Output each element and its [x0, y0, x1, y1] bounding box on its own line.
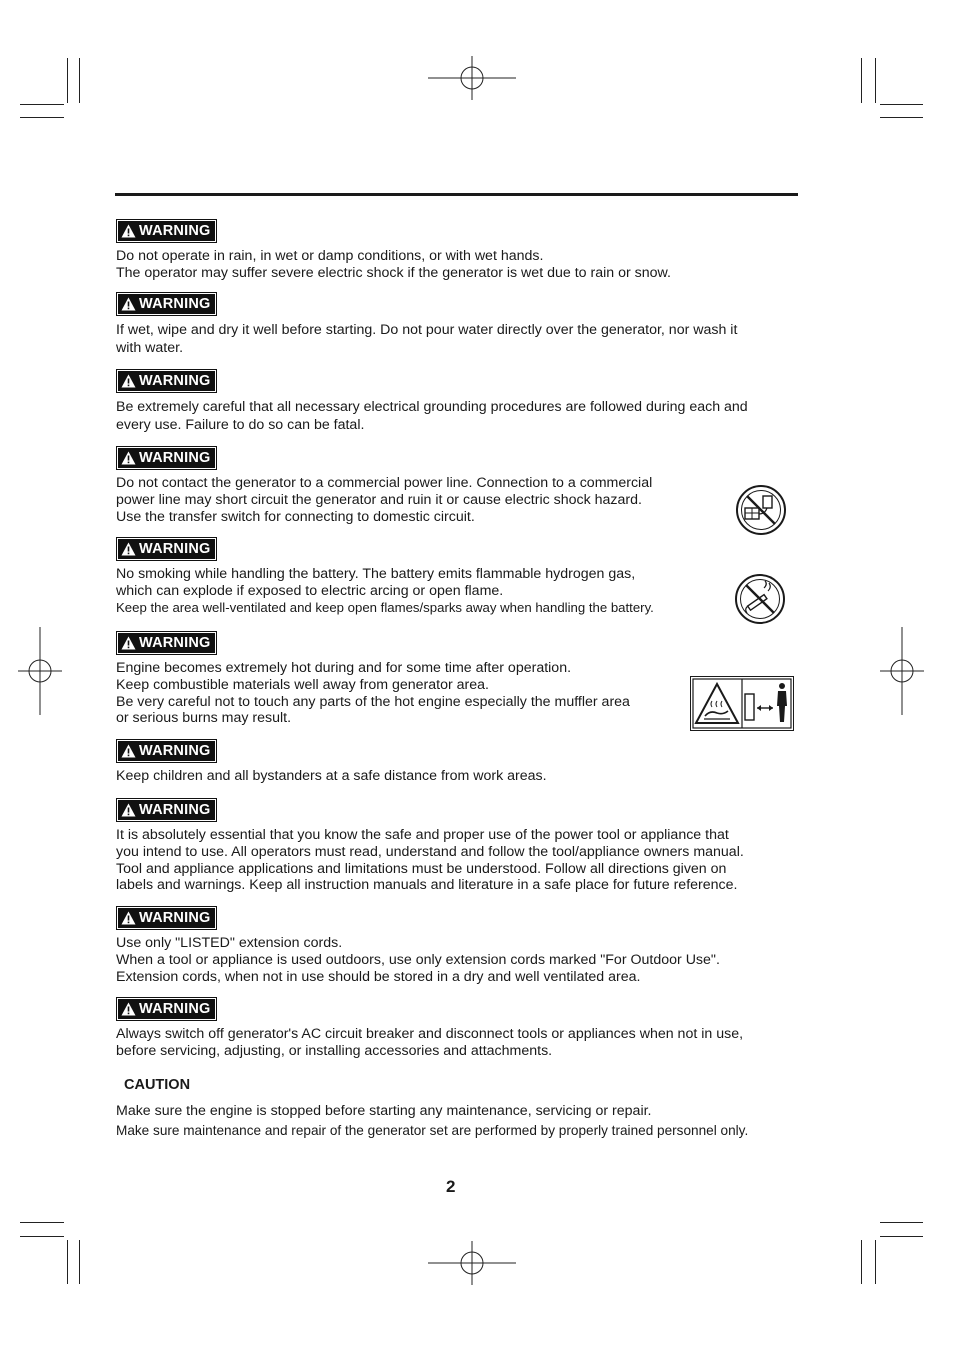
warning-triangle-icon	[121, 297, 136, 311]
warning-section	[116, 906, 796, 985]
text-line: Make sure the engine is stopped before starting any maintenance, servicing or repair.	[116, 1103, 652, 1119]
warning-label: WARNING	[139, 296, 211, 312]
text-line: Use only "LISTED" extension cords.	[116, 935, 343, 951]
warning-badge	[116, 631, 217, 655]
no-smoking-icon	[734, 573, 786, 625]
warning-triangle-icon	[121, 542, 136, 556]
text-line: Tool and appliance applications and limitations must be understood. Follow all directions given on	[116, 860, 727, 877]
crop-mark	[67, 1240, 68, 1284]
warning-triangle-icon	[121, 911, 136, 925]
text-line: When a tool or appliance is used outdoors, use only extension cords marked "For Outdoor Use".	[116, 951, 720, 968]
text-line: If wet, wipe and dry it well before starting. Do not pour water directly over the generator, nor wash it	[116, 322, 738, 338]
text-line: Keep combustible materials well away from generator area.	[116, 676, 489, 693]
crop-mark	[20, 1222, 64, 1223]
crop-mark	[875, 58, 876, 103]
warning-triangle-icon	[121, 224, 136, 238]
warning-section	[116, 537, 796, 616]
registration-mark	[428, 1241, 516, 1285]
text-line: It is absolutely essential that you know the safe and proper use of the power tool or appliance that	[116, 827, 729, 843]
text-line: No smoking while handling the battery. The battery emits flammable hydrogen gas,	[116, 566, 636, 582]
text-line: The operator may suffer severe electric shock if the generator is wet due to rain or snow.	[116, 264, 671, 281]
crop-mark	[861, 1240, 862, 1284]
crop-mark	[67, 58, 68, 103]
text-line: labels and warnings. Keep all instruction manuals and literature in a safe place for future reference.	[116, 877, 738, 894]
warning-section	[116, 292, 796, 357]
crop-mark	[79, 1240, 80, 1284]
warning-section	[116, 798, 816, 894]
warning-section	[116, 997, 816, 1060]
crop-mark	[20, 1236, 64, 1237]
crop-mark	[861, 58, 862, 103]
registration-mark	[18, 627, 62, 715]
warning-text	[116, 398, 796, 434]
text-line: power line may short circuit the generator and ruin it or cause electric shock hazard.	[116, 491, 642, 508]
warning-label: WARNING	[139, 541, 211, 557]
warning-label: WARNING	[139, 373, 211, 389]
warning-triangle-icon	[121, 744, 136, 758]
crop-mark	[875, 1240, 876, 1284]
warning-label: WARNING	[139, 1001, 211, 1017]
warning-label: WARNING	[139, 910, 211, 926]
warning-badge	[116, 446, 217, 470]
registration-mark	[428, 56, 516, 100]
warning-triangle-icon	[121, 374, 136, 388]
warning-triangle-icon	[121, 1002, 136, 1016]
text-line: Be extremely careful that all necessary electrical grounding procedures are followed during each and	[116, 399, 748, 415]
warning-triangle-icon	[121, 636, 136, 650]
warning-badge	[116, 906, 217, 930]
warning-section	[116, 369, 796, 434]
text-line: which can explode if exposed to electric arcing or open flame.	[116, 582, 504, 599]
warning-text	[116, 827, 816, 894]
no-power-line-connection-icon	[735, 484, 787, 536]
caution-text	[116, 1101, 816, 1141]
text-line: Make sure maintenance and repair of the generator set are performed by properly trained personnel only.	[116, 1123, 749, 1138]
warning-label: WARNING	[139, 450, 211, 466]
warning-label: WARNING	[139, 635, 211, 651]
warning-badge	[116, 219, 217, 243]
warning-text	[116, 248, 796, 282]
crop-mark	[79, 58, 80, 103]
warning-text	[116, 566, 796, 616]
text-line: Keep the area well-ventilated and keep open flames/sparks away when handling the battery.	[116, 599, 654, 615]
text-line: Engine becomes extremely hot during and for some time after operation.	[116, 660, 572, 676]
warning-triangle-icon	[121, 803, 136, 817]
text-line: Do not contact the generator to a commercial power line. Connection to a commercial	[116, 475, 653, 491]
warning-triangle-icon	[121, 451, 136, 465]
text-line: Use the transfer switch for connecting to domestic circuit.	[116, 508, 475, 525]
registration-mark	[880, 627, 924, 715]
warning-badge	[116, 292, 217, 316]
warning-text	[116, 935, 796, 985]
warning-section	[116, 739, 796, 785]
warning-badge	[116, 997, 217, 1021]
crop-mark	[880, 104, 923, 105]
warning-section	[116, 219, 796, 282]
crop-mark	[880, 1236, 923, 1237]
text-line: Be very careful not to touch any parts of the hot engine especially the muffler area	[116, 693, 630, 710]
warning-label: WARNING	[139, 802, 211, 818]
text-line: before servicing, adjusting, or installing accessories and attachments.	[116, 1042, 553, 1059]
text-line: Always switch off generator's AC circuit breaker and disconnect tools or appliances when not in use,	[116, 1026, 744, 1042]
warning-badge	[116, 739, 217, 763]
crop-mark	[20, 117, 64, 118]
warning-label: WARNING	[139, 223, 211, 239]
warning-label: WARNING	[139, 743, 211, 759]
text-line: you intend to use. All operators must read, understand and follow the tool/appliance owners manual.	[116, 843, 744, 860]
warning-badge	[116, 537, 217, 561]
warning-section	[116, 446, 796, 525]
warning-text	[116, 1026, 816, 1060]
text-line: every use. Failure to do so can be fatal.	[116, 417, 365, 433]
warning-badge	[116, 798, 217, 822]
text-line: with water.	[116, 340, 184, 356]
header-rule	[115, 193, 798, 196]
caution-title: CAUTION	[124, 1077, 191, 1093]
text-line: or serious burns may result.	[116, 710, 292, 727]
text-line: Keep children and all bystanders at a safe distance from work areas.	[116, 768, 547, 784]
warning-text	[116, 321, 796, 357]
warning-badge	[116, 369, 217, 393]
warning-text	[116, 768, 796, 785]
warning-text	[116, 475, 796, 525]
crop-mark	[20, 104, 64, 105]
hot-surface-keep-distance-icon	[690, 676, 794, 731]
page-number: 2	[446, 1177, 456, 1196]
text-line: Do not operate in rain, in wet or damp conditions, or with wet hands.	[116, 248, 544, 264]
crop-mark	[880, 1222, 923, 1223]
text-line: Extension cords, when not in use should be stored in a dry and well ventilated area.	[116, 968, 641, 985]
crop-mark	[880, 117, 923, 118]
